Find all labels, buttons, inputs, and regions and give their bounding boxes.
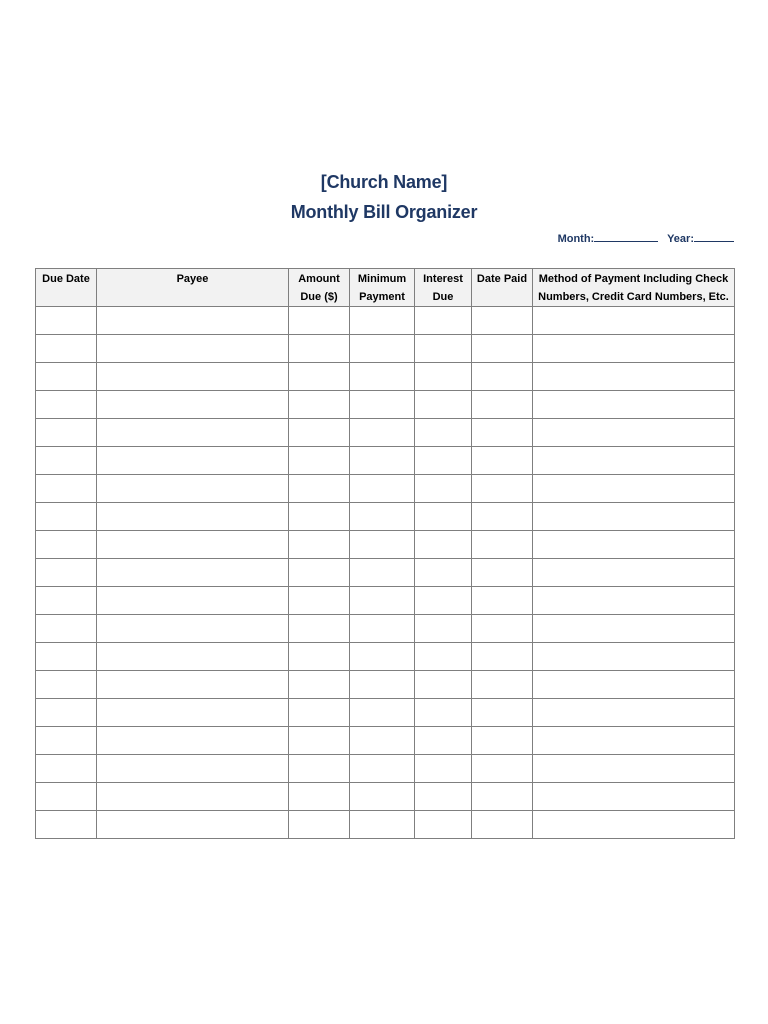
minimum-payment-cell[interactable] xyxy=(350,335,415,363)
due-date-cell[interactable] xyxy=(36,531,97,559)
method-of-payment-cell[interactable] xyxy=(533,615,735,643)
payee-cell[interactable] xyxy=(97,475,289,503)
due-date-cell[interactable] xyxy=(36,699,97,727)
due-date-cell[interactable] xyxy=(36,615,97,643)
amount-due-cell[interactable] xyxy=(289,643,350,671)
method-of-payment-cell[interactable] xyxy=(533,587,735,615)
payee-cell[interactable] xyxy=(97,559,289,587)
method-of-payment-cell[interactable] xyxy=(533,671,735,699)
amount-due-cell[interactable] xyxy=(289,531,350,559)
column-header-date-paid: Date Paid xyxy=(472,269,533,307)
interest-due-cell[interactable] xyxy=(415,727,472,755)
minimum-payment-cell[interactable] xyxy=(350,559,415,587)
payee-cell[interactable] xyxy=(97,503,289,531)
payee-cell[interactable] xyxy=(97,643,289,671)
table-row xyxy=(36,447,735,475)
table-row xyxy=(36,727,735,755)
payee-cell[interactable] xyxy=(97,783,289,811)
amount-due-cell[interactable] xyxy=(289,811,350,839)
table-row xyxy=(36,811,735,839)
amount-due-cell[interactable] xyxy=(289,699,350,727)
payee-cell[interactable] xyxy=(97,335,289,363)
payee-cell[interactable] xyxy=(97,671,289,699)
payee-cell[interactable] xyxy=(97,587,289,615)
column-header-payee: Payee xyxy=(97,269,289,307)
method-of-payment-cell[interactable] xyxy=(533,447,735,475)
minimum-payment-cell[interactable] xyxy=(350,447,415,475)
interest-due-cell[interactable] xyxy=(415,447,472,475)
date-paid-cell[interactable] xyxy=(472,811,533,839)
date-paid-cell[interactable] xyxy=(472,419,533,447)
interest-due-cell[interactable] xyxy=(415,587,472,615)
table-row xyxy=(36,671,735,699)
minimum-payment-cell[interactable] xyxy=(350,307,415,335)
table-row xyxy=(36,643,735,671)
due-date-cell[interactable] xyxy=(36,727,97,755)
interest-due-cell[interactable] xyxy=(415,559,472,587)
column-header-interest-due: Interest Due xyxy=(415,269,472,307)
due-date-cell[interactable] xyxy=(36,335,97,363)
method-of-payment-cell[interactable] xyxy=(533,363,735,391)
payee-cell[interactable] xyxy=(97,363,289,391)
payee-cell[interactable] xyxy=(97,615,289,643)
date-paid-cell[interactable] xyxy=(472,335,533,363)
month-year-fields xyxy=(558,231,734,245)
amount-due-cell[interactable] xyxy=(289,335,350,363)
table-row xyxy=(36,363,735,391)
date-paid-cell[interactable] xyxy=(472,391,533,419)
method-of-payment-cell[interactable] xyxy=(533,811,735,839)
payee-cell[interactable] xyxy=(97,447,289,475)
minimum-payment-cell[interactable] xyxy=(350,811,415,839)
due-date-cell[interactable] xyxy=(36,643,97,671)
date-paid-cell[interactable] xyxy=(472,727,533,755)
interest-due-cell[interactable] xyxy=(415,307,472,335)
table-row xyxy=(36,335,735,363)
date-paid-cell[interactable] xyxy=(472,643,533,671)
method-of-payment-cell[interactable] xyxy=(533,643,735,671)
due-date-cell[interactable] xyxy=(36,671,97,699)
payee-cell[interactable] xyxy=(97,811,289,839)
interest-due-cell[interactable] xyxy=(415,615,472,643)
minimum-payment-cell[interactable] xyxy=(350,783,415,811)
method-of-payment-cell[interactable] xyxy=(533,391,735,419)
year-blank-line[interactable] xyxy=(694,231,734,242)
interest-due-cell[interactable] xyxy=(415,363,472,391)
table-row xyxy=(36,503,735,531)
minimum-payment-cell[interactable] xyxy=(350,727,415,755)
date-paid-cell[interactable] xyxy=(472,783,533,811)
method-of-payment-cell[interactable] xyxy=(533,755,735,783)
due-date-cell[interactable] xyxy=(36,391,97,419)
date-paid-cell[interactable] xyxy=(472,503,533,531)
method-of-payment-cell[interactable] xyxy=(533,727,735,755)
amount-due-cell[interactable] xyxy=(289,559,350,587)
method-of-payment-cell[interactable] xyxy=(533,559,735,587)
interest-due-cell[interactable] xyxy=(415,503,472,531)
amount-due-cell[interactable] xyxy=(289,475,350,503)
amount-due-cell[interactable] xyxy=(289,783,350,811)
date-paid-cell[interactable] xyxy=(472,559,533,587)
amount-due-cell[interactable] xyxy=(289,391,350,419)
payee-cell[interactable] xyxy=(97,307,289,335)
minimum-payment-cell[interactable] xyxy=(350,503,415,531)
date-paid-cell[interactable] xyxy=(472,307,533,335)
month-label: Month: xyxy=(557,233,595,245)
table-row xyxy=(36,783,735,811)
due-date-cell[interactable] xyxy=(36,559,97,587)
due-date-cell[interactable] xyxy=(36,475,97,503)
interest-due-cell[interactable] xyxy=(415,531,472,559)
minimum-payment-cell[interactable] xyxy=(350,699,415,727)
church-name-title: [Church Name] xyxy=(320,172,448,192)
interest-due-cell[interactable] xyxy=(415,699,472,727)
date-paid-cell[interactable] xyxy=(472,531,533,559)
table-header-row xyxy=(36,269,735,307)
due-date-cell[interactable] xyxy=(36,307,97,335)
document-title: Monthly Bill Organizer xyxy=(290,202,478,222)
method-of-payment-cell[interactable] xyxy=(533,307,735,335)
table-row xyxy=(36,307,735,335)
year-label: Year: xyxy=(667,233,694,245)
amount-due-cell[interactable] xyxy=(289,671,350,699)
amount-due-cell[interactable] xyxy=(289,755,350,783)
table-row xyxy=(36,475,735,503)
minimum-payment-cell[interactable] xyxy=(350,671,415,699)
table-row xyxy=(36,755,735,783)
interest-due-cell[interactable] xyxy=(415,811,472,839)
date-paid-cell[interactable] xyxy=(472,587,533,615)
date-paid-cell[interactable] xyxy=(472,475,533,503)
minimum-payment-cell[interactable] xyxy=(350,755,415,783)
date-paid-cell[interactable] xyxy=(472,447,533,475)
minimum-payment-cell[interactable] xyxy=(350,363,415,391)
amount-due-cell[interactable] xyxy=(289,307,350,335)
date-paid-cell[interactable] xyxy=(472,755,533,783)
interest-due-cell[interactable] xyxy=(415,755,472,783)
due-date-cell[interactable] xyxy=(36,447,97,475)
column-header-amount-due: Amount Due ($) xyxy=(289,269,350,307)
interest-due-cell[interactable] xyxy=(415,335,472,363)
method-of-payment-cell[interactable] xyxy=(533,335,735,363)
table-row xyxy=(36,615,735,643)
interest-due-cell[interactable] xyxy=(415,643,472,671)
method-of-payment-cell[interactable] xyxy=(533,699,735,727)
payee-cell[interactable] xyxy=(97,419,289,447)
method-of-payment-cell[interactable] xyxy=(533,475,735,503)
bill-table xyxy=(35,268,735,839)
amount-due-cell[interactable] xyxy=(289,727,350,755)
minimum-payment-cell[interactable] xyxy=(350,643,415,671)
minimum-payment-cell[interactable] xyxy=(350,391,415,419)
payee-cell[interactable] xyxy=(97,727,289,755)
date-paid-cell[interactable] xyxy=(472,615,533,643)
interest-due-cell[interactable] xyxy=(415,783,472,811)
due-date-cell[interactable] xyxy=(36,419,97,447)
payee-cell[interactable] xyxy=(97,391,289,419)
amount-due-cell[interactable] xyxy=(289,447,350,475)
table-row xyxy=(36,531,735,559)
due-date-cell[interactable] xyxy=(36,503,97,531)
column-header-due-date: Due Date xyxy=(36,269,97,307)
method-of-payment-cell[interactable] xyxy=(533,531,735,559)
method-of-payment-cell[interactable] xyxy=(533,783,735,811)
interest-due-cell[interactable] xyxy=(415,671,472,699)
column-header-method-of-payment: Method of Payment Including Check Numbers, Credit Card Numbers, Etc. xyxy=(533,269,735,307)
table-body xyxy=(36,307,735,839)
minimum-payment-cell[interactable] xyxy=(350,475,415,503)
interest-due-cell[interactable] xyxy=(415,419,472,447)
date-paid-cell[interactable] xyxy=(472,671,533,699)
amount-due-cell[interactable] xyxy=(289,419,350,447)
minimum-payment-cell[interactable] xyxy=(350,615,415,643)
column-header-minimum-payment: Minimum Payment xyxy=(350,269,415,307)
amount-due-cell[interactable] xyxy=(289,503,350,531)
due-date-cell[interactable] xyxy=(36,587,97,615)
table-row xyxy=(36,559,735,587)
table-row xyxy=(36,699,735,727)
date-paid-cell[interactable] xyxy=(472,699,533,727)
payee-cell[interactable] xyxy=(97,755,289,783)
table-row xyxy=(36,391,735,419)
method-of-payment-cell[interactable] xyxy=(533,503,735,531)
date-paid-cell[interactable] xyxy=(472,363,533,391)
amount-due-cell[interactable] xyxy=(289,615,350,643)
table-row xyxy=(36,587,735,615)
table-row xyxy=(36,419,735,447)
method-of-payment-cell[interactable] xyxy=(533,419,735,447)
interest-due-cell[interactable] xyxy=(415,475,472,503)
minimum-payment-cell[interactable] xyxy=(350,587,415,615)
minimum-payment-cell[interactable] xyxy=(350,531,415,559)
month-blank-line[interactable] xyxy=(594,231,658,242)
due-date-cell[interactable] xyxy=(36,755,97,783)
due-date-cell[interactable] xyxy=(36,363,97,391)
payee-cell[interactable] xyxy=(97,699,289,727)
payee-cell[interactable] xyxy=(97,531,289,559)
due-date-cell[interactable] xyxy=(36,811,97,839)
minimum-payment-cell[interactable] xyxy=(350,419,415,447)
due-date-cell[interactable] xyxy=(36,783,97,811)
interest-due-cell[interactable] xyxy=(415,391,472,419)
amount-due-cell[interactable] xyxy=(289,587,350,615)
amount-due-cell[interactable] xyxy=(289,363,350,391)
